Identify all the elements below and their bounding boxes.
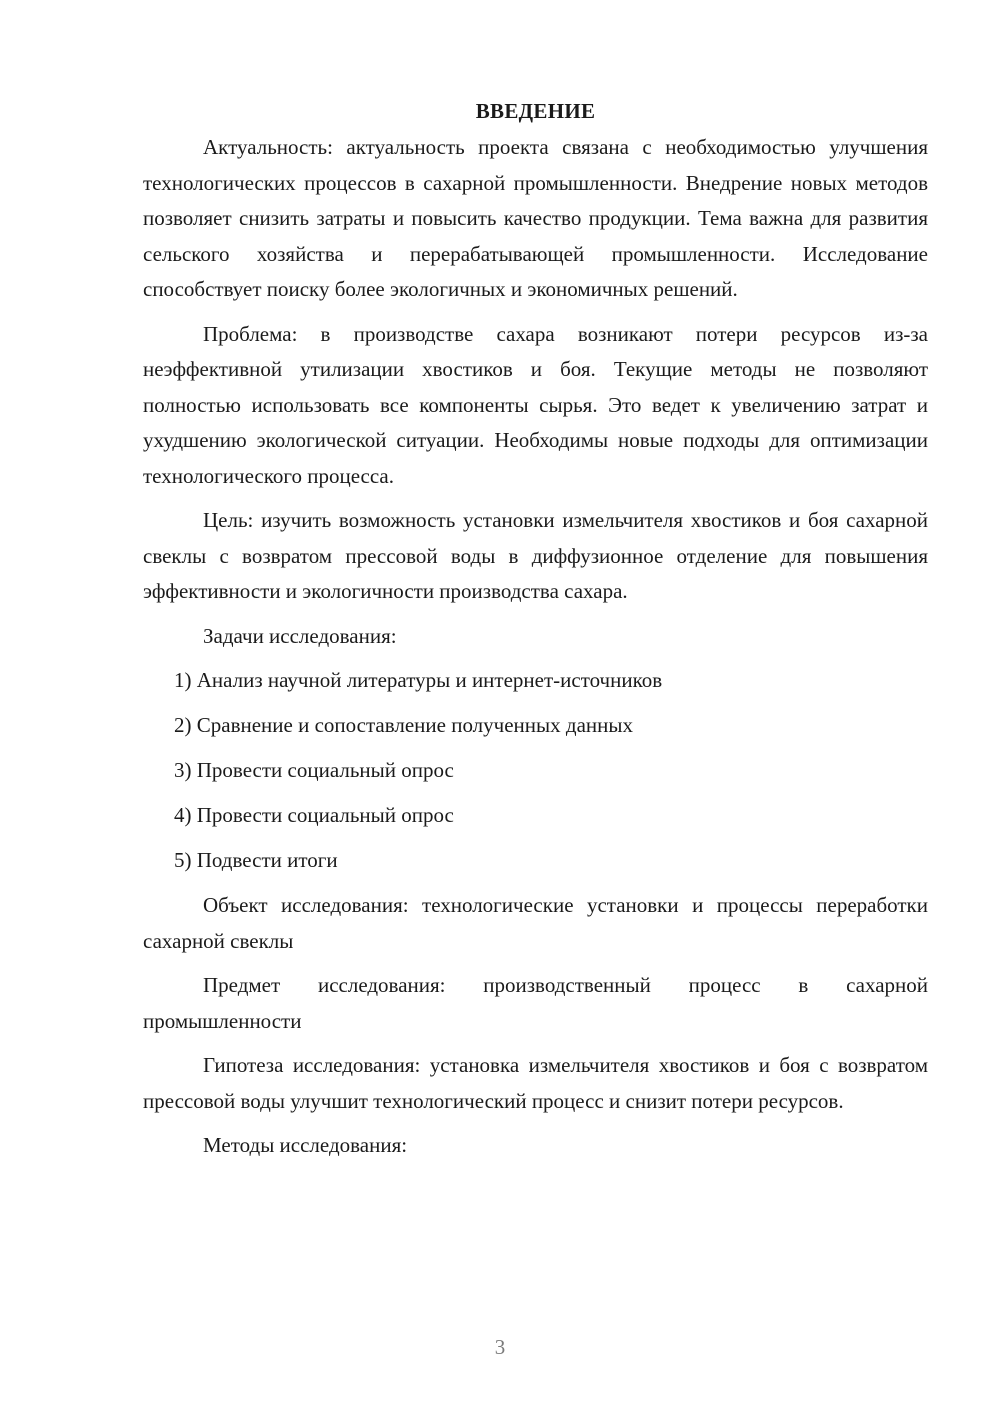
- subject-paragraph: Предмет исследования: производственный процесс в сахарной промышленности: [143, 973, 928, 1033]
- task-item-5: 5) Подвести итоги: [174, 848, 338, 872]
- task-item-4: 4) Провести социальный опрос: [174, 803, 454, 827]
- hypothesis-paragraph: Гипотеза исследования: установка измельчителя хвостиков и боя с возвратом прессовой воды улучшит технологический процесс и снизит потери ресурсов.: [143, 1053, 928, 1113]
- task-item-3: 3) Провести социальный опрос: [174, 758, 454, 782]
- problem-paragraph: Проблема: в производстве сахара возникают потери ресурсов из-за неэффективной утилизации хвостиков и боя. Текущие методы не позволяют полностью использовать все компоненты сырья. Это ведет к увеличению затрат и ухудшению экологической ситуации. Необходимы новые подходы для оптимизации технологического процесса.: [143, 321, 928, 488]
- tasks-heading: Задачи исследования:: [203, 623, 397, 648]
- task-item-1: 1) Анализ научной литературы и интернет-источников: [174, 668, 663, 692]
- relevance-paragraph: Актуальность: актуальность проекта связана с необходимостью улучшения технологических процессов в сахарной промышленности. Внедрение новых методов позволяет снизить затраты и повысить качество продукции. Тема важна для развития сельского хозяйства и перерабатывающей промышленности. Исследование способствует поиску более экологичных и экономичных решений.: [143, 135, 928, 301]
- methods-heading: Методы исследования:: [203, 1133, 408, 1157]
- tasks-list: [143, 663, 928, 879]
- goal-paragraph: Цель: изучить возможность установки измельчителя хвостиков и боя сахарной свеклы с возвратом прессовой воды в диффузионное отделение для повышения эффективности и экологичности производства сахара.: [143, 508, 928, 603]
- document-page: [143, 96, 928, 1173]
- object-paragraph: Объект исследования: технологические установки и процессы переработки сахарной свеклы: [143, 893, 928, 953]
- task-item-2: 2) Сравнение и сопоставление полученных данных: [174, 713, 633, 737]
- section-title: ВВЕДЕНИЕ: [475, 99, 596, 123]
- page-number: 3: [494, 1335, 506, 1359]
